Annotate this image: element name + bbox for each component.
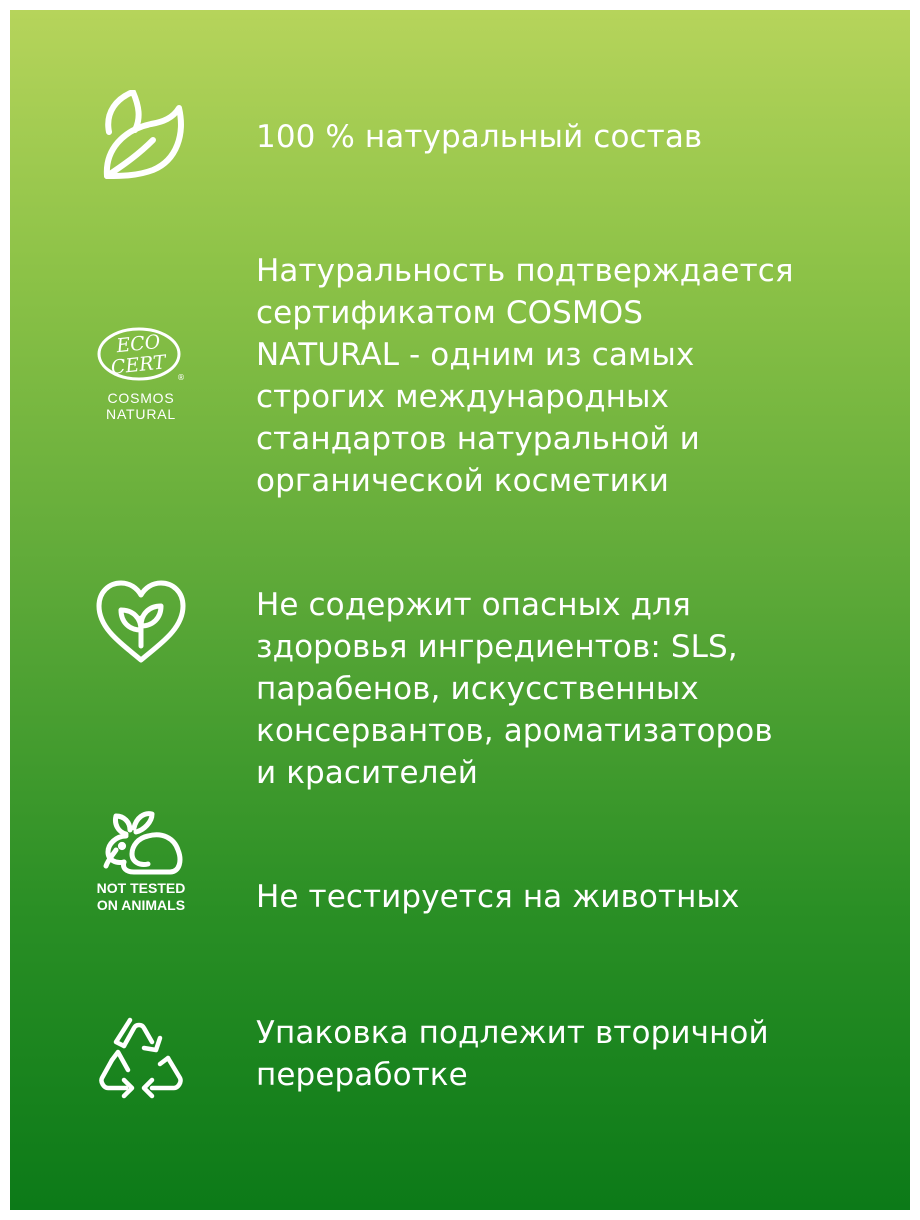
feature-icon — [86, 1016, 196, 1102]
not-tested-caption: NOT TESTED ON ANIMALS — [96, 880, 186, 913]
ecocert-cert-text: CERT — [109, 351, 167, 379]
feature-text: Натуральность подтверждается сертификатом COSMOS NATURAL - одним из самых строгих международных стандартов натуральной и органической косметики — [256, 253, 794, 499]
rabbit-icon — [96, 810, 186, 876]
feature-icon — [86, 90, 196, 184]
registered-mark: ® — [177, 373, 185, 382]
cosmos-natural-caption: COSMOS NATURAL — [106, 390, 176, 422]
leaf-icon — [95, 90, 187, 184]
feature-text: Не тестируется на животных — [256, 879, 740, 915]
features-panel — [10, 10, 910, 1210]
feature-icon — [86, 810, 196, 914]
feature-text: Упаковка подлежит вторичной переработке — [256, 1015, 769, 1093]
heart-leaf-icon — [95, 580, 187, 664]
feature-text: Не содержит опасных для здоровья ингредиентов: SLS, парабенов, искусственных консервантов, ароматизаторов и красителей — [256, 587, 773, 791]
ecocert-eco-text: ECO — [115, 330, 162, 358]
ecocert-icon — [95, 326, 187, 382]
feature-text: 100 % натуральный состав — [256, 119, 703, 155]
feature-icon — [86, 580, 196, 664]
recycle-icon — [94, 1016, 188, 1102]
feature-icon — [86, 326, 196, 422]
